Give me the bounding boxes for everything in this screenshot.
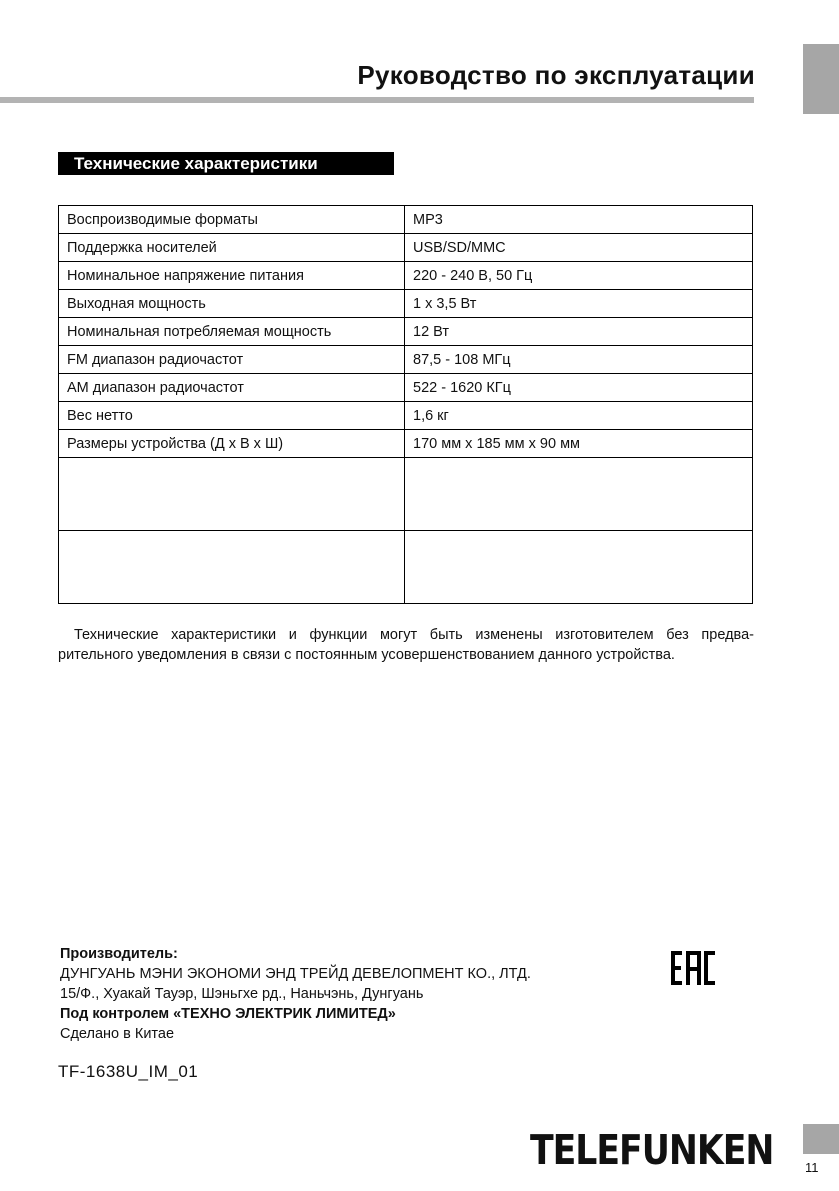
table-row xyxy=(59,402,753,430)
spec-value: MP3 xyxy=(405,206,753,234)
table-row xyxy=(59,318,753,346)
page-tab-marker xyxy=(803,1124,839,1154)
spec-value: 1 x 3,5 Вт xyxy=(405,290,753,318)
spec-label: Поддержка носителей xyxy=(59,234,405,262)
manufacturer-block xyxy=(60,944,531,1044)
table-row xyxy=(59,206,753,234)
manufacturer-heading: Производитель: xyxy=(60,946,178,962)
country-of-origin: Сделано в Китае xyxy=(60,1026,175,1042)
empty-table-row xyxy=(59,531,753,604)
spec-value: USB/SD/MMC xyxy=(405,234,753,262)
quality-control-line: Под контролем «ТЕХНО ЭЛЕКТРИК ЛИМИТЕД» xyxy=(60,1006,396,1022)
page-number: 11 xyxy=(805,1160,819,1175)
disclaimer-line-1: Технические характеристики и функции могут быть изменены изготовителем без предва- xyxy=(74,627,754,643)
eac-certification-icon xyxy=(670,950,716,986)
specs-table xyxy=(58,205,753,604)
table-row xyxy=(59,262,753,290)
empty-table-row xyxy=(59,458,753,531)
document-code: TF-1638U_IM_01 xyxy=(58,1062,199,1081)
section-heading: Технические характеристики xyxy=(58,152,394,175)
spec-label: Номинальное напряжение питания xyxy=(59,262,405,290)
page-title: Руководство по эксплуатации xyxy=(357,60,755,90)
table-row xyxy=(59,374,753,402)
spec-label: Вес нетто xyxy=(59,402,405,430)
empty-cell xyxy=(59,458,405,531)
table-row xyxy=(59,430,753,458)
spec-value: 522 - 1620 КГц xyxy=(405,374,753,402)
disclaimer-line-2: рительного уведомления в связи с постоянным усовершенствованием данного устройства. xyxy=(58,647,675,663)
spec-label: Номинальная потребляемая мощность xyxy=(59,318,405,346)
manufacturer-company: ДУНГУАНЬ МЭНИ ЭКОНОМИ ЭНД ТРЕЙД ДЕВЕЛОПМЕНТ КО., ЛТД. xyxy=(60,966,531,982)
spec-label: Выходная мощность xyxy=(59,290,405,318)
header-divider xyxy=(0,97,754,103)
spec-value: 1,6 кг xyxy=(405,402,753,430)
table-row xyxy=(59,346,753,374)
table-row xyxy=(59,290,753,318)
spec-label: Воспроизводимые форматы xyxy=(59,206,405,234)
spec-label: FM диапазон радиочастот xyxy=(59,346,405,374)
spec-label: Размеры устройства (Д х В х Ш) xyxy=(59,430,405,458)
spec-label: AM диапазон радиочастот xyxy=(59,374,405,402)
manufacturer-address: 15/Ф., Хуакай Тауэр, Шэньгхе рд., Наньчэнь, Дунгуань xyxy=(60,986,424,1002)
empty-cell xyxy=(405,531,753,604)
spec-value: 220 - 240 В, 50 Гц xyxy=(405,262,753,290)
empty-cell xyxy=(405,458,753,531)
spec-value: 12 Вт xyxy=(405,318,753,346)
empty-cell xyxy=(59,531,405,604)
specs-disclaimer xyxy=(58,625,754,665)
spec-value: 170 мм х 185 мм х 90 мм xyxy=(405,430,753,458)
spec-value: 87,5 - 108 МГц xyxy=(405,346,753,374)
section-tab-marker xyxy=(803,44,839,114)
brand-logo: TELEFUNKEN xyxy=(530,1127,774,1175)
table-row xyxy=(59,234,753,262)
